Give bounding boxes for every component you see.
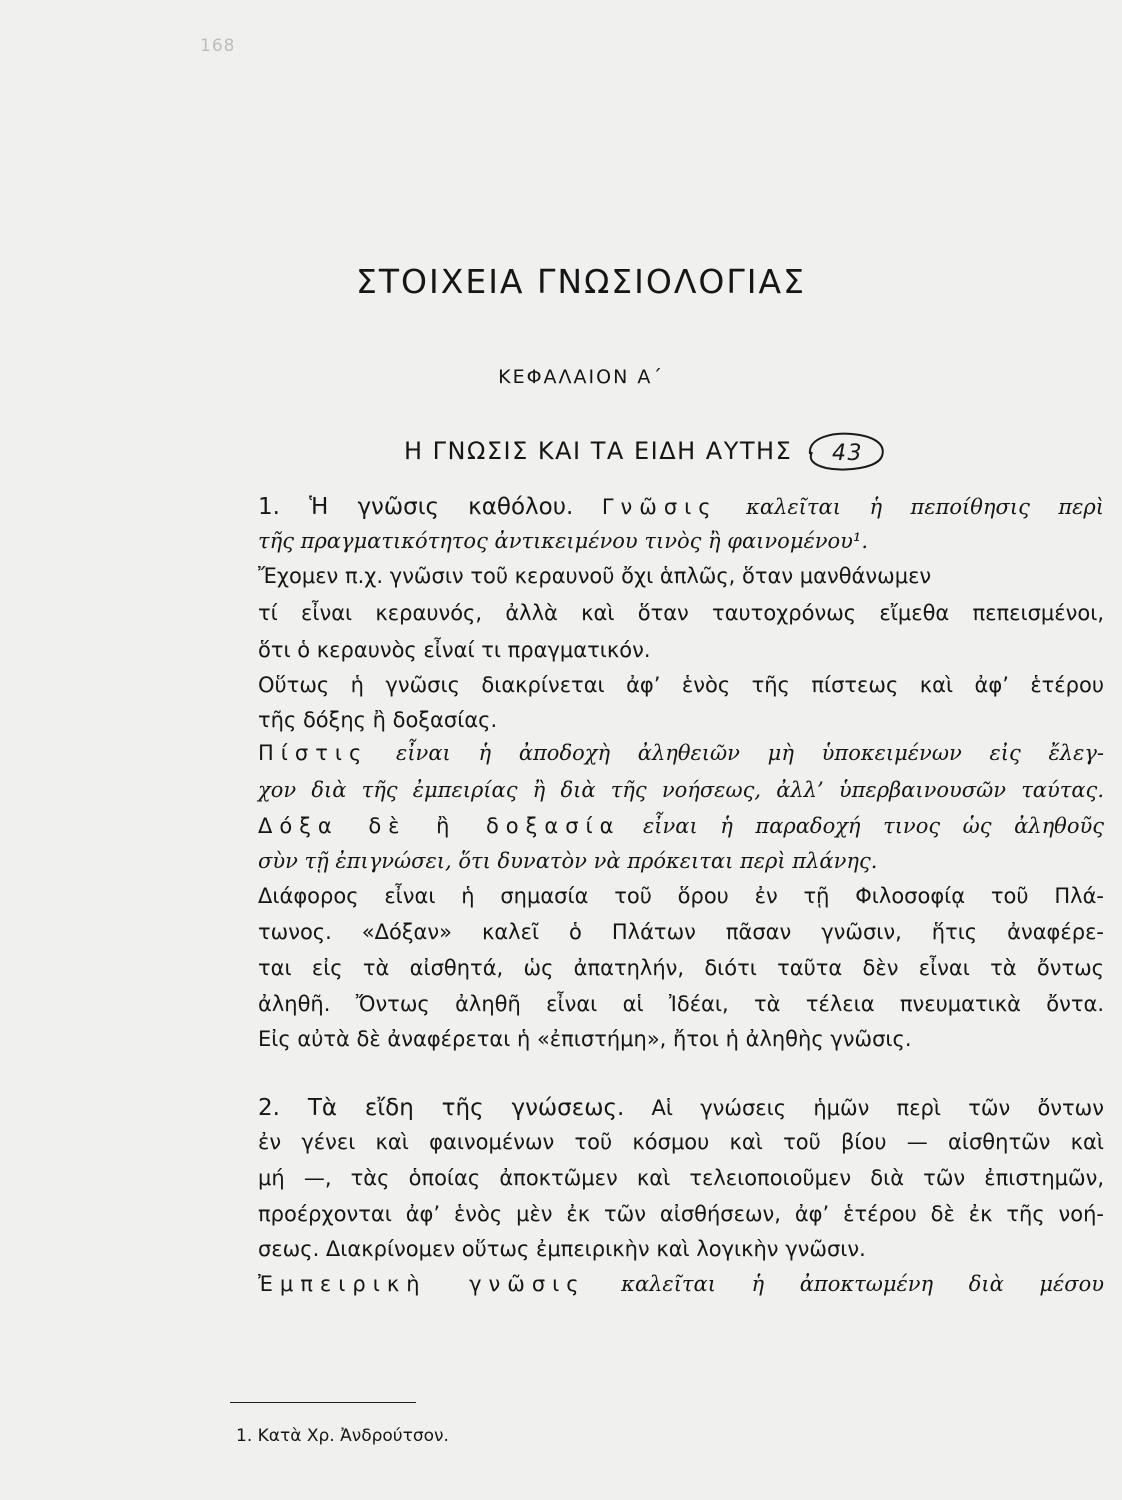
- handwritten-mark-text: 43: [832, 441, 864, 466]
- text-line: σὺν τῇ ἐπιγνώσει, ὅτι δυνατὸν νὰ πρόκειται περὶ πλάνης.: [258, 849, 878, 873]
- text-line: τῆς πραγματικότητος ἀντικειμένου τινὸς ἢ φαινομένου¹.: [258, 529, 869, 553]
- handwritten-page-mark: [802, 428, 888, 474]
- text-line: 1. Ἡ γνῶσις καθόλου. Γνῶσις καλεῖται ἡ πεποίθησις περὶ: [258, 494, 1104, 520]
- text-line: Εἰς αὐτὰ δὲ ἀναφέρεται ἡ «ἐπιστήμη», ἤτοι ἡ ἀληθὴς γνῶσις.: [258, 1027, 912, 1051]
- text-line: ἀληθῆ. Ὄντως ἀληθῆ εἶναι αἱ Ἰδέαι, τὰ τέλεια πνευματικὰ ὄντα.: [258, 992, 1104, 1016]
- text-line: Διάφορος εἶναι ἡ σημασία τοῦ ὅρου ἐν τῇ Φιλοσοφίᾳ τοῦ Πλά-: [258, 884, 1104, 908]
- footnote: 1. Κατὰ Χρ. Ἀνδρούτσον.: [236, 1426, 449, 1446]
- text-line: σεως. Διακρίνομεν οὕτως ἐμπειρικὴν καὶ λογικὴν γνῶσιν.: [258, 1237, 866, 1261]
- chapter-heading: ΚΕΦΑΛΑΙΟΝ Α΄: [498, 366, 664, 388]
- text-line: τί εἶναι κεραυνός, ἀλλὰ καὶ ὅταν ταυτοχρόνως εἴμεθα πεπεισμένοι,: [258, 601, 1104, 625]
- text-line: 2. Τὰ εἴδη τῆς γνώσεως. Αἱ γνώσεις ἡμῶν περὶ τῶν ὄντων: [258, 1095, 1104, 1121]
- text-line: ἐν γένει καὶ φαινομένων τοῦ κόσμου καὶ τοῦ βίου — αἰσθητῶν καὶ: [258, 1130, 1104, 1154]
- text-line: Ἔχομεν π.χ. γνῶσιν τοῦ κεραυνοῦ ὄχι ἁπλῶς, ὅταν μανθάνωμεν: [258, 564, 932, 588]
- text-line: Ἐμπειρικὴ γνῶσις καλεῖται ἡ ἀποκτωμένη διὰ μέσου: [258, 1272, 1104, 1296]
- page-number: 168: [200, 36, 236, 56]
- text-line: τῆς δόξης ἢ δοξασίας.: [258, 708, 498, 732]
- section-heading: [404, 428, 888, 474]
- text-line: Πίστις εἶναι ἡ ἀποδοχὴ ἀληθειῶν μὴ ὑποκειμένων εἰς ἔλεγ-: [258, 741, 1104, 765]
- text-line: τωνος. «Δόξαν» καλεῖ ὁ Πλάτων πᾶσαν γνῶσιν, ἥτις ἀναφέρε-: [258, 920, 1104, 944]
- text-line: χον διὰ τῆς ἐμπειρίας ἢ διὰ τῆς νοήσεως, ἀλλ’ ὑπερβαινουσῶν ταύτας.: [258, 778, 1104, 802]
- text-line: Δόξα δὲ ἢ δοξασία εἶναι ἡ παραδοχή τινος ὡς ἀληθοῦς: [258, 814, 1104, 838]
- page-title: ΣΤΟΙΧΕΙΑ ΓΝΩΣΙΟΛΟΓΙΑΣ: [356, 262, 806, 301]
- text-line: Οὕτως ἡ γνῶσις διακρίνεται ἀφ’ ἑνὸς τῆς πίστεως καὶ ἀφ’ ἑτέρου: [258, 673, 1104, 697]
- text-line: ται εἰς τὰ αἰσθητά, ὡς ἀπατηλήν, διότι ταῦτα δὲν εἶναι τὰ ὄντως: [258, 956, 1104, 980]
- footnote-divider: [230, 1402, 416, 1403]
- text-line: ὅτι ὁ κεραυνὸς εἶναί τι πραγματικόν.: [258, 638, 651, 662]
- section-heading-text: Η ΓΝΩΣΙΣ ΚΑΙ ΤΑ ΕΙΔΗ ΑΥΤΗΣ: [404, 437, 793, 465]
- text-line: μή —, τὰς ὁποίας ἀποκτῶμεν καὶ τελειοποιοῦμεν διὰ τῶν ἐπιστημῶν,: [258, 1166, 1104, 1190]
- text-line: προέρχονται ἀφ’ ἑνὸς μὲν ἐκ τῶν αἰσθήσεων, ἀφ’ ἑτέρου δὲ ἐκ τῆς νοή-: [258, 1202, 1104, 1226]
